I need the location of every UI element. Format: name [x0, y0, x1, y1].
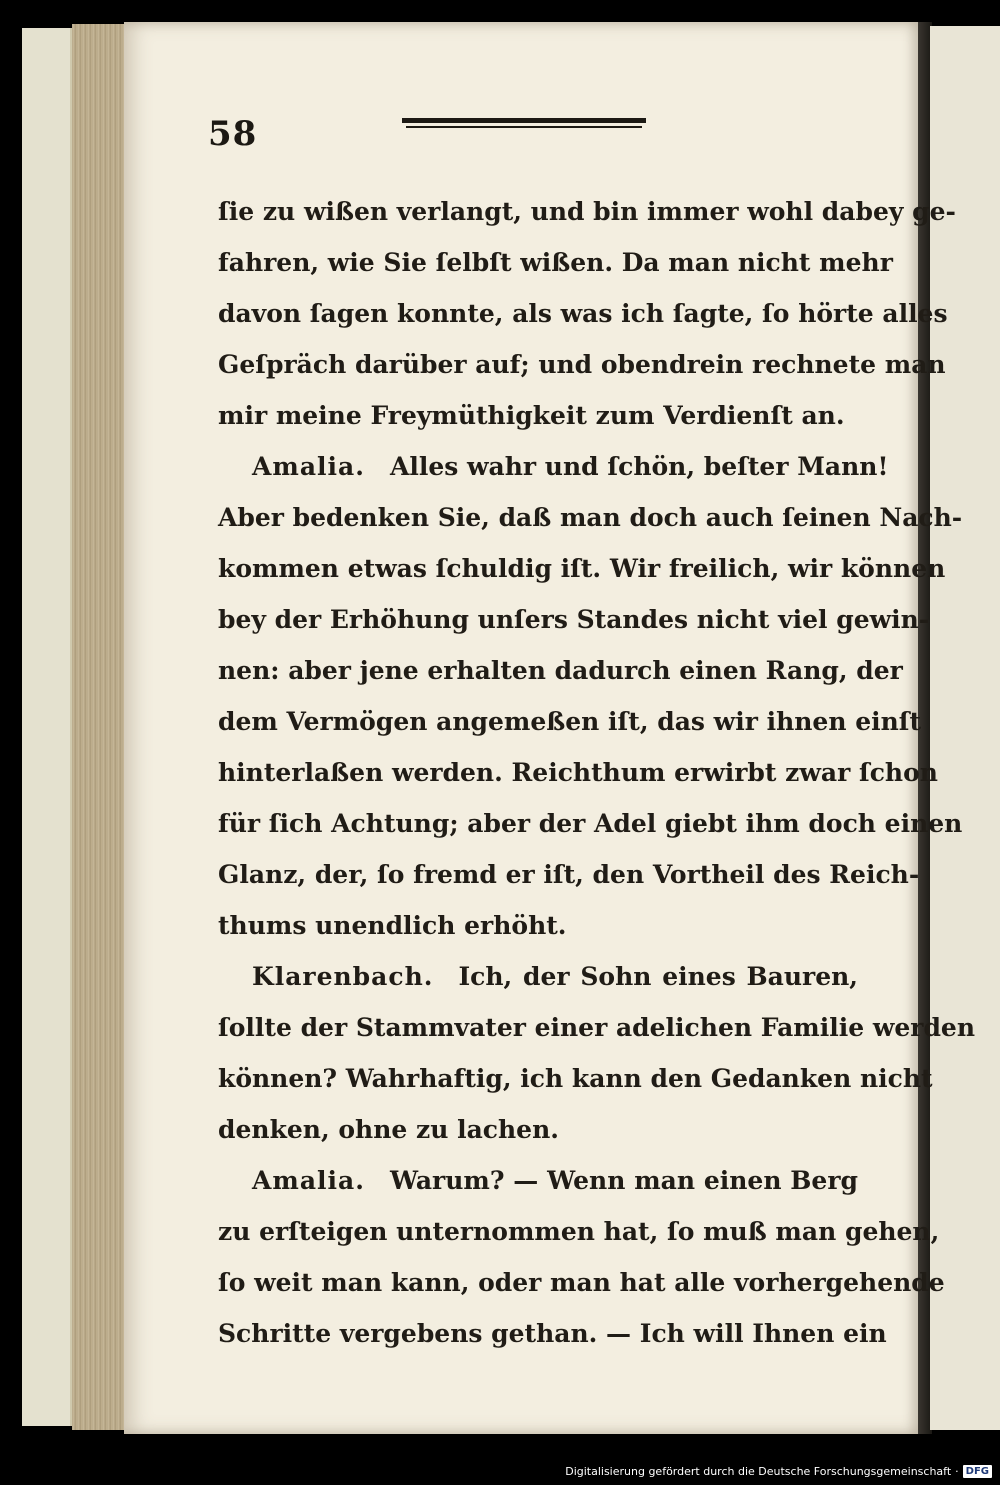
- line-text: ſie zu wißen verlangt, und bin immer wohl dabey ge-: [218, 197, 956, 226]
- text-line: [218, 1206, 940, 1257]
- text-line: [218, 441, 889, 492]
- body-text: [218, 186, 976, 1359]
- text-line: [218, 747, 938, 798]
- line-text: Aber bedenken Sie, daß man doch auch ſeinen Nach-: [218, 503, 963, 532]
- text-line: [218, 186, 956, 237]
- page-number: 58: [208, 114, 258, 154]
- line-text: ſo weit man kann, oder man hat alle vorhergehende: [218, 1268, 945, 1297]
- text-line: [218, 1155, 858, 1206]
- line-text: nen: aber jene erhalten dadurch einen Rang, der: [218, 656, 903, 685]
- text-line: [218, 339, 946, 390]
- text-line: [218, 1257, 945, 1308]
- line-text: fahren, wie Sie ſelbſt wißen. Da man nicht mehr: [218, 248, 893, 277]
- text-line: [218, 543, 946, 594]
- previous-leaf: [22, 28, 72, 1426]
- header-rule-thick: [402, 118, 646, 123]
- line-text: kommen etwas ſchuldig iſt. Wir freilich, wir können: [218, 554, 946, 583]
- text-line: [218, 237, 893, 288]
- speaker-name: Klarenbach.: [252, 962, 434, 991]
- line-text: Glanz, der, ſo fremd er iſt, den Vortheil des Reich-: [218, 860, 920, 889]
- footer-credit: Digitalisierung gefördert durch die Deutsche Forschungsgemeinschaft · DFG: [565, 1461, 992, 1481]
- dfg-logo-icon: DFG: [963, 1465, 992, 1478]
- text-line: [218, 390, 858, 441]
- text-line: [218, 1002, 976, 1053]
- speaker-name: Amalia.: [252, 1166, 365, 1195]
- line-text: mir meine Freymüthigkeit zum Verdienſt an.: [218, 401, 845, 430]
- line-text: können? Wahrhaftig, ich kann den Gedanken nicht: [218, 1064, 933, 1093]
- line-text: Schritte vergebens gethan. — Ich will Ihnen ein: [218, 1319, 887, 1348]
- header-rule-thin: [406, 126, 642, 128]
- text-line: [218, 1104, 858, 1155]
- line-text: Geſpräch darüber auf; und obendrein rechnete man: [218, 350, 946, 379]
- text-line: [218, 1308, 887, 1359]
- text-line: [218, 849, 920, 900]
- text-line: [218, 900, 858, 951]
- line-text: zu erſteigen unternommen hat, ſo muß man gehen,: [218, 1217, 940, 1246]
- text-line: [218, 951, 858, 1002]
- funding-credit: Digitalisierung gefördert durch die Deutsche Forschungsgemeinschaft: [565, 1464, 952, 1478]
- line-text: Warum? — Wenn man einen Berg: [389, 1166, 858, 1195]
- line-text: davon ſagen konnte, als was ich ſagte, ſo hörte alles: [218, 299, 948, 328]
- line-text: denken, ohne zu lachen.: [218, 1115, 559, 1144]
- text-line: [218, 1053, 933, 1104]
- text-line: [218, 645, 903, 696]
- text-line: [218, 492, 963, 543]
- line-text: hinterlaßen werden. Reichthum erwirbt zwar ſchon: [218, 758, 938, 787]
- line-text: dem Vermögen angemeßen iſt, das wir ihnen einſt: [218, 707, 922, 736]
- facing-page-edge: [930, 26, 1000, 1430]
- line-text: für ſich Achtung; aber der Adel giebt ihm doch einen: [218, 809, 963, 838]
- text-line: [218, 288, 948, 339]
- line-text: Ich, der Sohn eines Bauren,: [458, 962, 858, 991]
- line-text: Alles wahr und ſchön, beſter Mann!: [389, 452, 889, 481]
- text-line: [218, 594, 930, 645]
- text-line: [218, 696, 922, 747]
- header-rule: [402, 118, 646, 128]
- line-text: thums unendlich erhöht.: [218, 911, 567, 940]
- page-edges: [72, 24, 128, 1430]
- text-line: [218, 798, 963, 849]
- speaker-name: Amalia.: [252, 452, 365, 481]
- line-text: ſollte der Stammvater einer adelichen Familie werden: [218, 1013, 976, 1042]
- line-text: bey der Erhöhung unſers Standes nicht viel gewin-: [218, 605, 930, 634]
